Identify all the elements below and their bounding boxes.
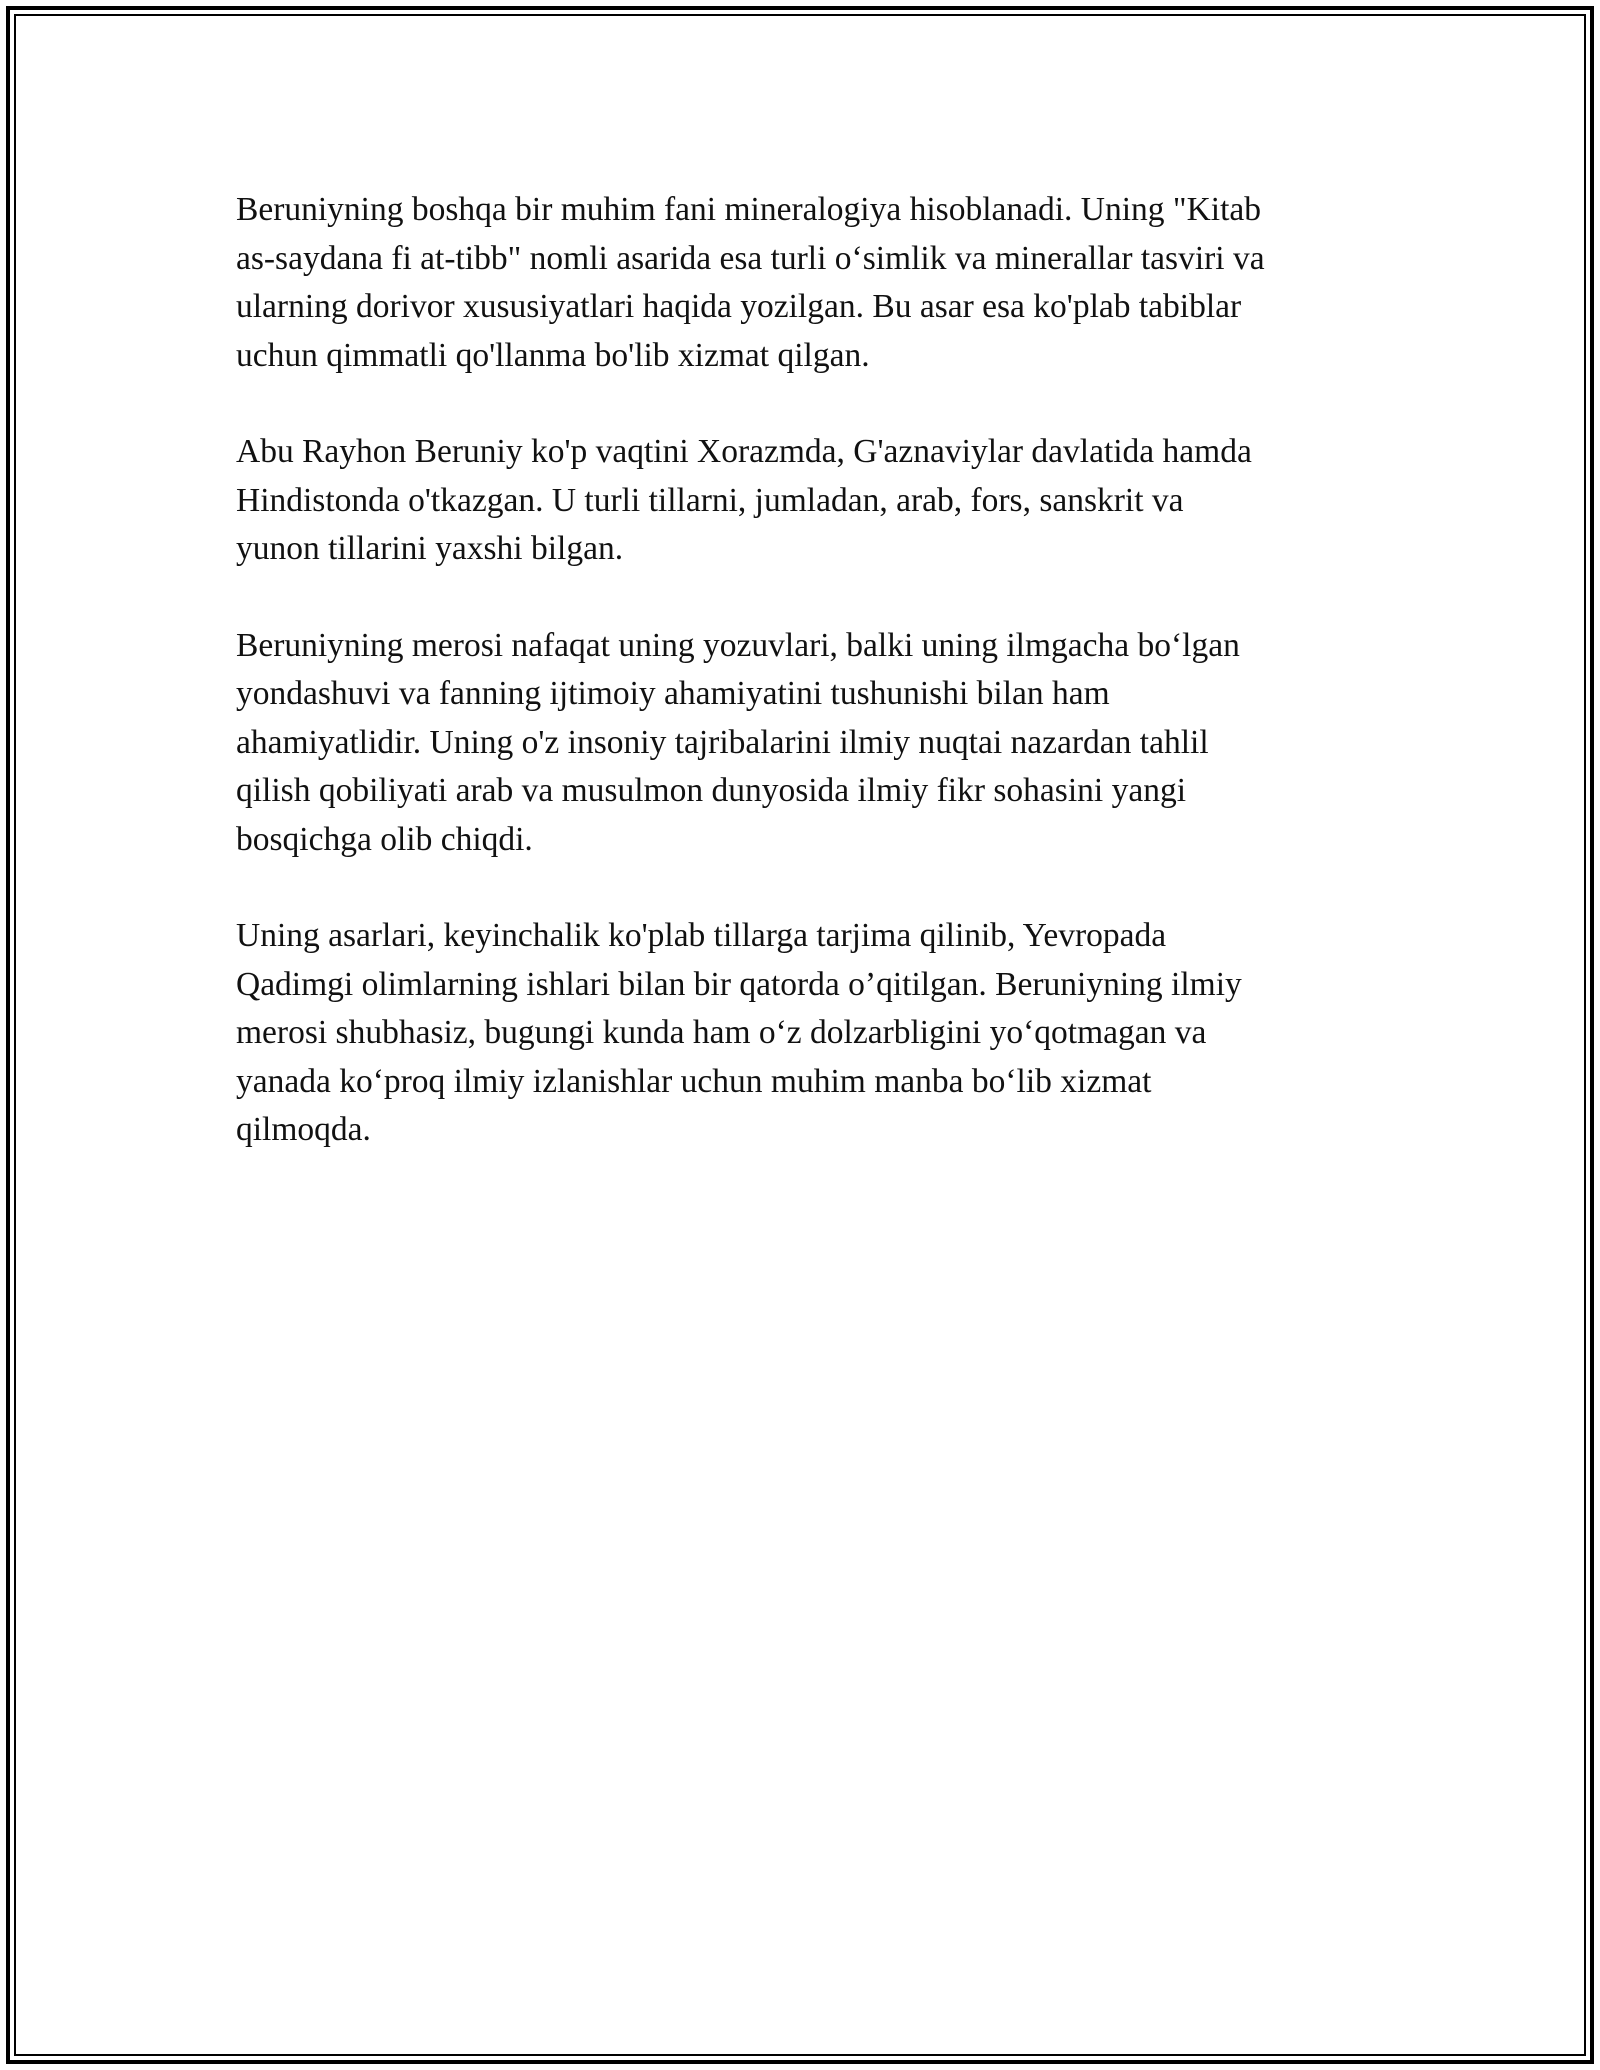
text-line: uchun qimmatli qo'llanma bo'lib xizmat qilgan. [236,336,870,374]
paragraph-mineralogy [236,186,1386,380]
text-line: yanada ko‘proq ilmiy izlanishlar uchun muhim manba bo‘lib xizmat [236,1062,1152,1100]
text-line: bosqichga olib chiqdi. [236,820,533,858]
paragraph-legacy [236,622,1386,865]
text-line: qilish qobiliyati arab va musulmon dunyosida ilmiy fikr sohasini yangi [236,772,1187,809]
text-line: Qadimgi olimlarning ishlari bilan bir qatorda o’qitilgan. Beruniyning ilmiy [236,965,1242,1003]
text-line: Hindistonda o'tkazgan. U turli tillarni, jumladan, arab, fors, sanskrit va [236,481,1184,519]
text-line: Uning asarlari, keyinchalik ko'plab tillarga tarjima qilinib, Yevropada [236,917,1167,954]
text-line: Beruniyning merosi nafaqat uning yozuvlari, balki uning ilmgacha bo‘lgan [236,626,1240,664]
text-line: yondashuvi va fanning ijtimoiy ahamiyatini tushunishi bilan ham [236,675,1110,712]
text-line: Abu Rayhon Beruniy ko'p vaqtini Xorazmda, G'aznaviylar davlatida hamda [236,433,1252,470]
text-line: qilmoqda. [236,1111,371,1148]
paragraph-translations [236,912,1386,1155]
text-line: ularning dorivor xususiyatlari haqida yozilgan. Bu asar esa ko'plab tabiblar [236,288,1242,325]
paragraph-travels-languages [236,428,1386,574]
text-line: merosi shubhasiz, bugungi kunda ham o‘z dolzarbligini yo‘qotmagan va [236,1014,1207,1051]
document-body [236,186,1386,1203]
text-line: ahamiyatlidir. Uning o'z insoniy tajribalarini ilmiy nuqtai nazardan tahlil [236,723,1209,761]
text-line: yunon tillarini yaxshi bilgan. [236,530,624,567]
text-line: Beruniyning boshqa bir muhim fani mineralogiya hisoblanadi. Uning "Kitab [236,191,1262,228]
text-line: as-saydana fi at-tibb" nomli asarida esa turli o‘simlik va minerallar tasviri va [236,239,1265,277]
